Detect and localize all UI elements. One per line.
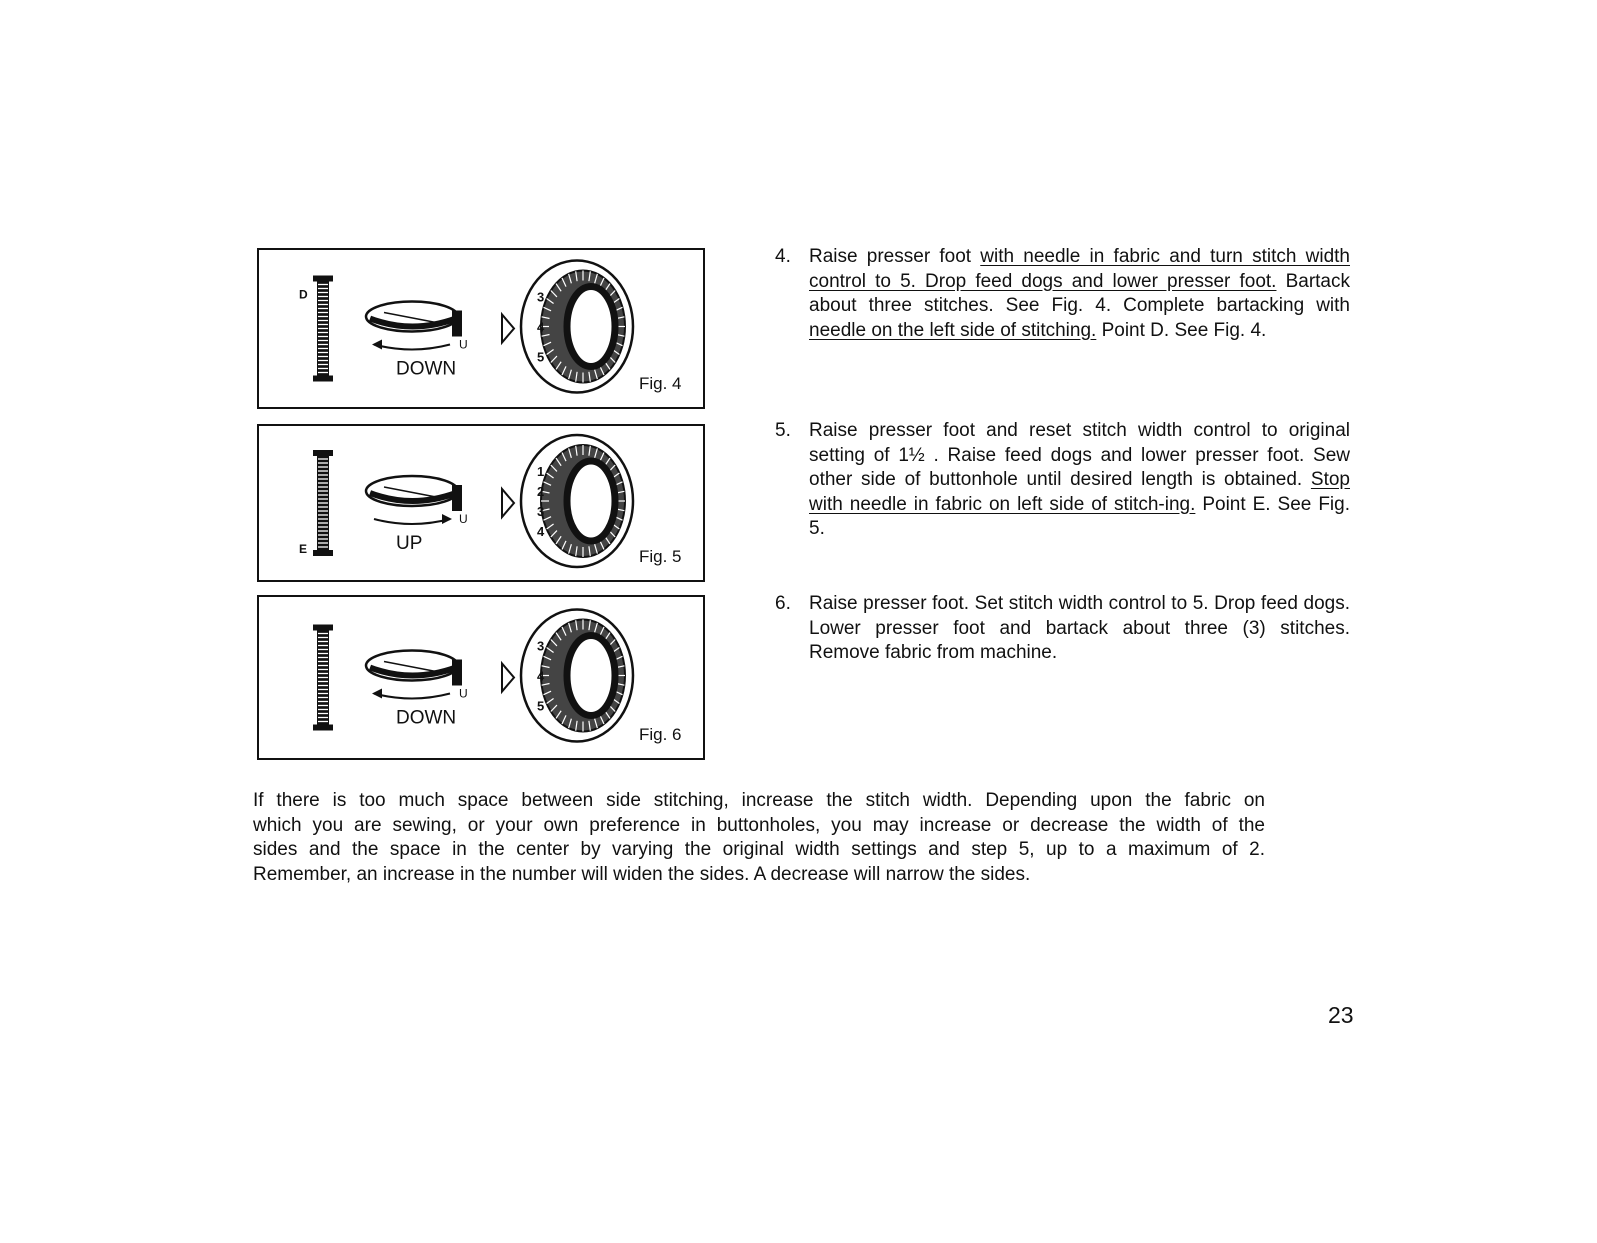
step-number: 6.	[775, 593, 791, 614]
step-text-segment: Raise presser foot and reset stitch width control to original setting of 1½ . Raise feed dogs and lower presser foot. Sew other side of buttonhole until desired length is obtained.	[809, 420, 1350, 490]
figure-illustration	[259, 426, 703, 580]
step-text-segment: Bartack about three stitches. See Fig. 4. Complete bartacking with	[809, 270, 1350, 316]
direction-arrow-icon	[374, 694, 450, 699]
figure-caption: Fig. 5	[639, 547, 682, 566]
dial-number: 4	[537, 524, 545, 539]
figure-6	[257, 595, 705, 760]
dial-number: 4	[537, 319, 545, 335]
summary-line: which you are sewing, or your own preference in buttonholes, you may increase or decrease the width of the	[253, 814, 1265, 836]
arrow-head-icon	[372, 689, 382, 699]
dial-number: 3	[537, 504, 545, 519]
pointer-triangle-icon	[502, 664, 514, 692]
dial-number: 2	[537, 484, 545, 499]
step-text-segment: Raise presser foot. Set stitch width control to 5. Drop feed dogs. Lower presser foot and bartack about three (3) stitches. Remove fabric from machine.	[809, 593, 1350, 663]
figure-5	[257, 424, 705, 582]
stitch-point-label: D	[299, 287, 308, 302]
dial-number: 3	[537, 289, 545, 305]
step-text	[809, 592, 1350, 666]
dial-number: 1	[537, 464, 545, 479]
buttonhole-stitch-icon	[313, 625, 333, 731]
lever-u-label: U	[459, 337, 468, 352]
step-number: 5.	[775, 420, 791, 441]
pointer-triangle-icon	[502, 315, 514, 343]
stitch-point-label: E	[299, 542, 308, 556]
buttonhole-stitch-icon	[313, 450, 333, 556]
step-text-segment: Raise presser foot	[809, 246, 981, 267]
step-text-segment: Point D. See Fig. 4.	[1096, 319, 1267, 341]
lever-icon	[366, 302, 462, 350]
step-text	[809, 245, 1350, 343]
underlined-text: with needle in fabric and turn stitch width control to 5. Drop feed dogs and lower presser foot.	[809, 246, 1350, 292]
dial-number: 5	[537, 349, 545, 365]
figure-illustration	[259, 597, 703, 758]
arrow-head-icon	[372, 340, 382, 350]
stitch-width-dial-icon	[521, 435, 633, 567]
step-text	[809, 419, 1350, 542]
lever-u-label: U	[459, 512, 468, 526]
step-text-segment: Point E. See Fig. 5.	[809, 493, 1351, 539]
summary-line: sides and the space in the center by varying the original width settings and step 5, up to a maximum of 2.	[253, 839, 1265, 860]
summary-paragraph	[253, 789, 1265, 887]
step-5	[775, 419, 1350, 542]
step-4	[775, 245, 1350, 343]
lever-icon	[366, 476, 462, 524]
lever-position-label: DOWN	[396, 707, 457, 729]
arrow-head-icon	[442, 514, 452, 524]
figure-4	[257, 248, 705, 409]
figure-illustration	[259, 250, 703, 407]
page-number: 23	[1328, 1002, 1354, 1028]
lever-icon	[366, 651, 462, 699]
underlined-text: Stop with needle in fabric on left side of stitch-ing.	[809, 469, 1350, 515]
buttonhole-stitch-icon	[313, 276, 333, 382]
dial-number: 5	[537, 698, 545, 714]
direction-arrow-icon	[374, 345, 450, 350]
summary-line: Remember, an increase in the number will widen the sides. A decrease will narrow the sides.	[253, 863, 1031, 885]
lever-position-label: DOWN	[396, 358, 457, 380]
lever-position-label: UP	[396, 533, 423, 554]
figure-caption: Fig. 4	[639, 374, 682, 393]
step-number: 4.	[775, 246, 791, 267]
pointer-triangle-icon	[502, 489, 514, 517]
dial-number: 3	[537, 638, 545, 654]
lever-u-label: U	[459, 686, 468, 701]
dial-number: 4	[537, 668, 545, 684]
figure-caption: Fig. 6	[639, 725, 682, 744]
direction-arrow-icon	[374, 519, 450, 524]
step-6	[775, 592, 1350, 666]
summary-line: If there is too much space between side stitching, increase the stitch width. Depending upon the fabric on	[253, 790, 1265, 811]
underlined-text: needle on the left side of stitching.	[809, 319, 1097, 341]
